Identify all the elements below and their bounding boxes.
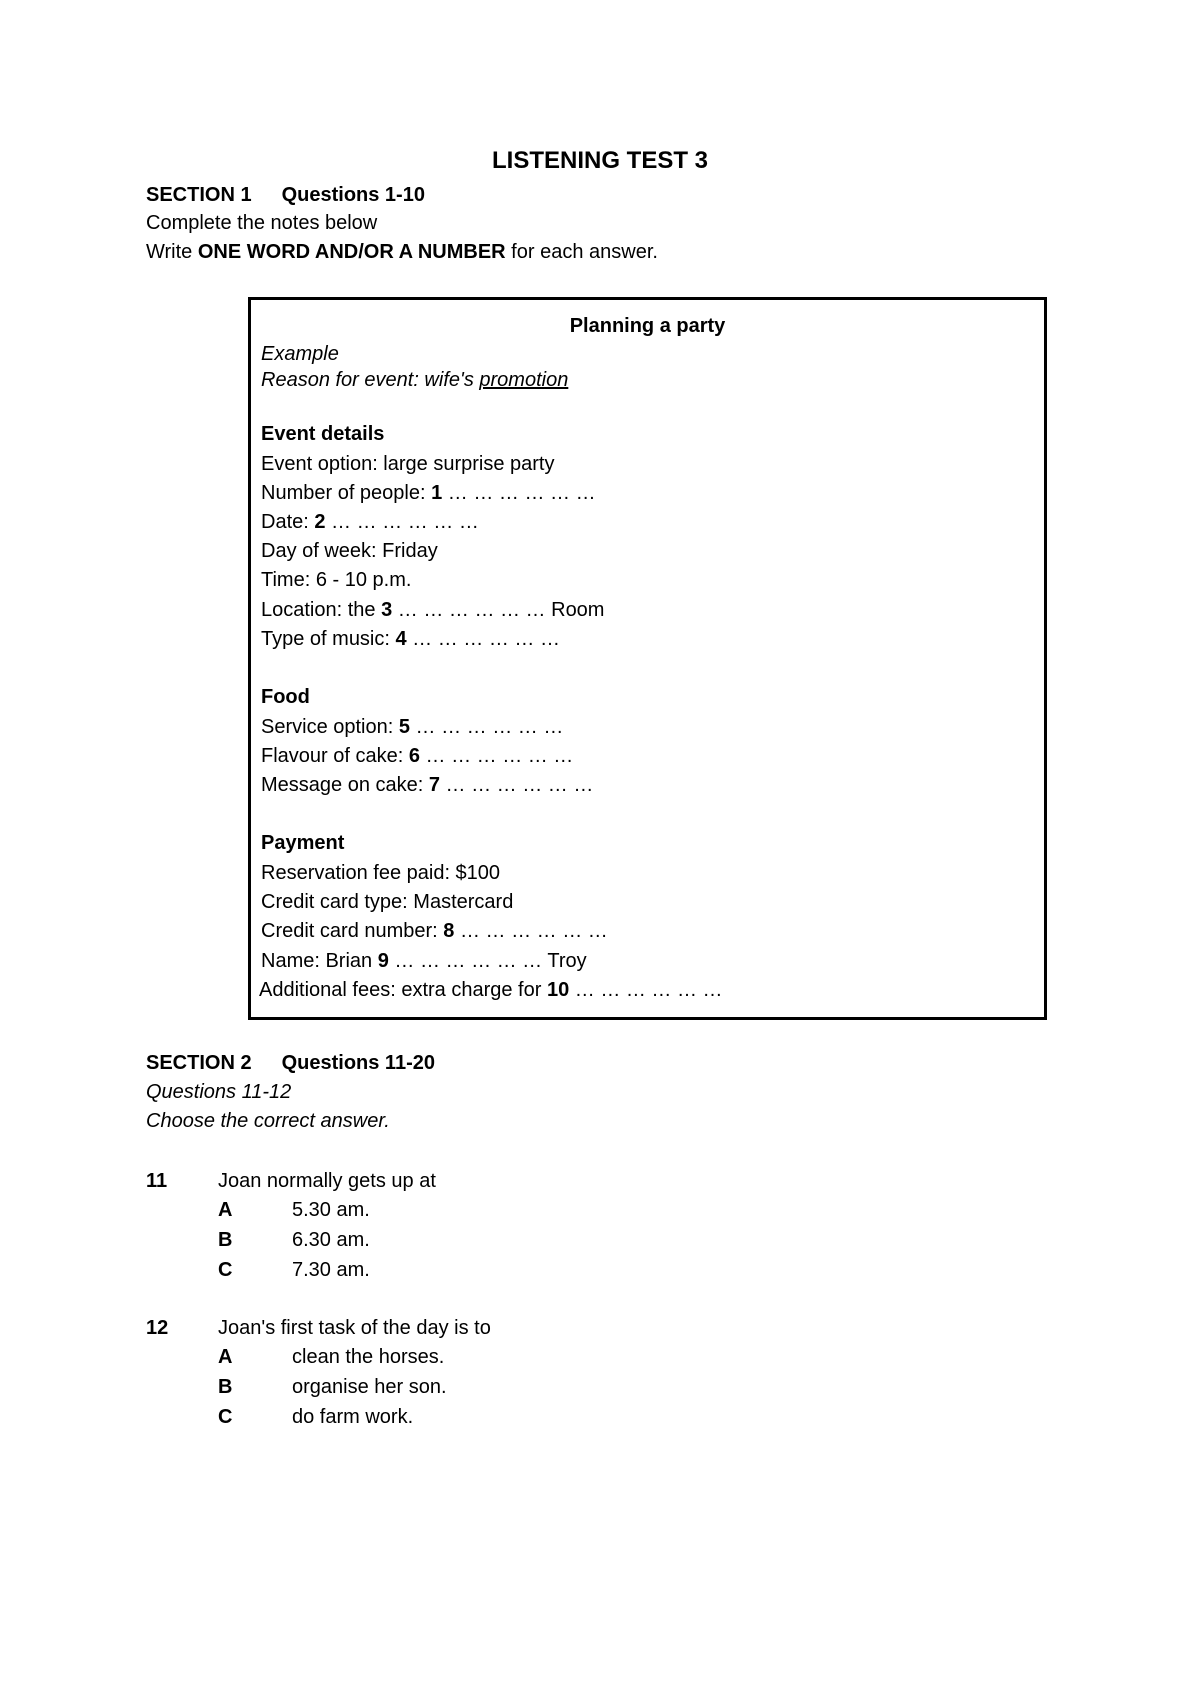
service-label: Service option: [261, 716, 399, 738]
card-number-label: Credit card number: [261, 920, 444, 942]
question-10-number: 10 [546, 979, 570, 1001]
message-label: Message on cake: [261, 774, 429, 796]
instruction2-bold: ONE WORD AND/OR A NUMBER [197, 241, 506, 263]
location-post: Room [545, 599, 605, 621]
section2-label: SECTION 2 [146, 1052, 252, 1074]
q11-option-b-text: 6.30 am. [292, 1229, 370, 1251]
q12-option-c-text: do farm work. [292, 1406, 414, 1428]
question-4-number: 4 [395, 628, 407, 650]
number-of-people [261, 479, 596, 507]
food-heading: Food [261, 686, 310, 708]
answer-blank-1: … … … … … … [442, 482, 596, 504]
time-line: Time: 6 - 10 p.m. [261, 569, 412, 591]
name-line [261, 947, 587, 975]
answer-blank-6: … … … … … … [419, 745, 574, 767]
payment-heading: Payment [261, 832, 345, 854]
notes-box [248, 297, 1047, 1020]
card-type: Credit card type: Mastercard [261, 891, 514, 913]
example-label: Example [261, 343, 339, 365]
date-label: Date: [261, 511, 315, 533]
people-label: Number of people: [261, 482, 432, 504]
additional-fees-line [259, 976, 723, 1004]
card-number-line [261, 917, 608, 945]
question-11-stem: Joan normally gets up at [218, 1170, 436, 1192]
question-9-number: 9 [377, 950, 389, 972]
location-line [261, 596, 604, 624]
instruction2-post: for each answer. [505, 241, 658, 263]
name-label: Name: Brian [261, 950, 378, 972]
section2-header [146, 1049, 435, 1077]
message-line [261, 771, 593, 799]
section1-questions: Questions 1-10 [281, 184, 425, 206]
fees-label: Additional fees: extra charge for [259, 979, 547, 1001]
q11-option-c-text: 7.30 am. [292, 1259, 370, 1281]
question-2-number: 2 [314, 511, 326, 533]
question-7-number: 7 [428, 774, 440, 796]
flavour-label: Flavour of cake: [261, 745, 409, 767]
q11-option-c-letter: C [218, 1259, 233, 1281]
location-label: Location: the [261, 599, 382, 621]
answer-blank-8: … … … … … … [454, 920, 608, 942]
section2-subquestions: Questions 11-12 [146, 1081, 292, 1103]
answer-blank-7: … … … … … … [440, 774, 594, 796]
reservation-fee: Reservation fee paid: $100 [261, 862, 501, 884]
q12-option-b-text: organise her son. [292, 1376, 447, 1398]
question-5-number: 5 [398, 716, 410, 738]
event-option: Event option: large surprise party [261, 453, 555, 475]
q11-option-a-text: 5.30 am. [292, 1199, 370, 1221]
music-line [261, 625, 560, 653]
question-1-number: 1 [431, 482, 443, 504]
q12-option-a-text: clean the horses. [292, 1346, 445, 1368]
name-post: Troy [542, 950, 587, 972]
event-details-heading: Event details [261, 423, 385, 445]
date-line [261, 508, 479, 536]
example-answer: promotion [479, 369, 569, 391]
question-12-number: 12 [146, 1317, 169, 1339]
question-12-stem: Joan's first task of the day is to [218, 1317, 491, 1339]
question-11-number: 11 [146, 1170, 168, 1192]
music-label: Type of music: [261, 628, 396, 650]
section2-instruction: Choose the correct answer. [146, 1110, 390, 1132]
service-line [261, 713, 563, 741]
question-6-number: 6 [408, 745, 420, 767]
answer-blank-10: … … … … … … [569, 979, 723, 1001]
day-of-week: Day of week: Friday [261, 540, 438, 562]
q12-option-b-letter: B [218, 1376, 233, 1398]
answer-blank-4: … … … … … … [406, 628, 560, 650]
section1-label: SECTION 1 [146, 184, 252, 206]
answer-blank-3: … … … … … … [392, 599, 546, 621]
answer-blank-9: … … … … … … [388, 950, 543, 972]
example-line [261, 366, 568, 394]
q12-option-c-letter: C [218, 1406, 233, 1428]
notes-title: Planning a party [569, 315, 726, 337]
page-title: LISTENING TEST 3 [491, 147, 709, 174]
q12-option-a-letter: A [218, 1346, 233, 1368]
section1-instruction1: Complete the notes below [146, 212, 378, 234]
q11-option-a-letter: A [218, 1199, 233, 1221]
flavour-line [261, 742, 573, 770]
section1-header [146, 181, 425, 209]
q11-option-b-letter: B [218, 1229, 233, 1251]
question-3-number: 3 [381, 599, 393, 621]
example-pre: Reason for event: wife's [261, 369, 480, 391]
answer-blank-2: … … … … … … [325, 511, 479, 533]
section2-questions: Questions 11-20 [281, 1052, 435, 1074]
question-8-number: 8 [443, 920, 455, 942]
answer-blank-5: … … … … … … [409, 716, 564, 738]
instruction2-pre: Write [146, 241, 198, 263]
section1-instruction2 [146, 238, 658, 266]
